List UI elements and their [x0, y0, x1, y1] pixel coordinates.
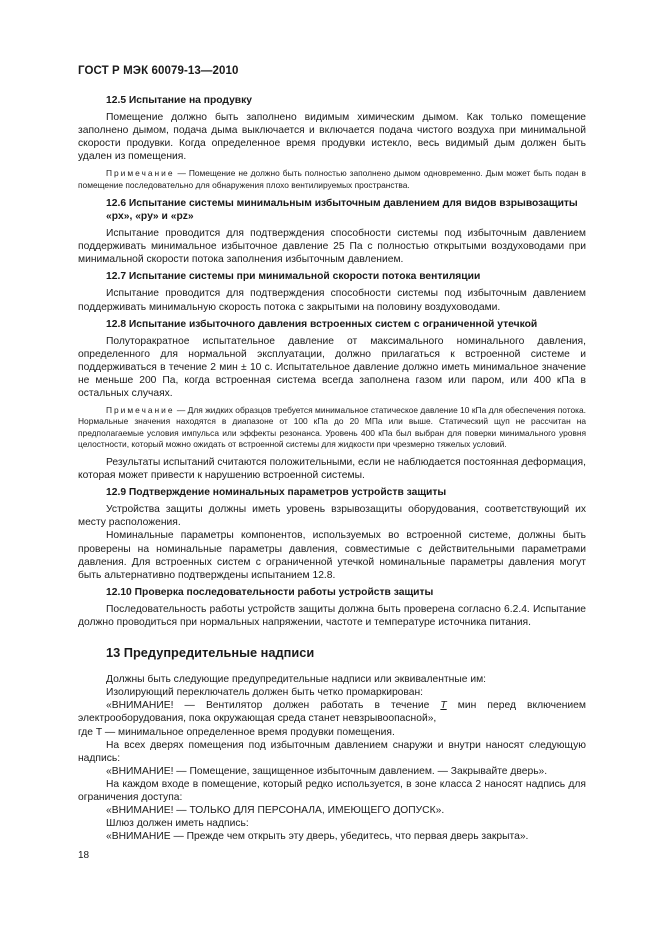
doors-marking: На всех дверях помещения под избыточным давлением снаружи и внутри наносят следующую надпись:	[78, 739, 586, 764]
paragraph-12-9-b: Номинальные параметры компонентов, используемых во встроенной системе, должны быть проверены на номинальные параметры давления, совместимые с действительными параметрами давления. Для встроенных систем с ограниченной утечкой номинальные параметры давления могут быть альтернативно подтверждены испытанием 12.8.	[78, 530, 586, 581]
warning-access: «ВНИМАНИЕ! — ТОЛЬКО ДЛЯ ПЕРСОНАЛА, ИМЕЮЩЕГО ДОПУСК».	[106, 805, 445, 817]
note-text: — Для жидких образцов требуется минимальное статическое давление 10 кПа для обеспечения потока. Нормальные значения находятся в диапазоне от 100 кПа до 20 МПа или выше. Статический щуп не рассчитан на предполагаемые условия импульса или эффекты резонанса. Уровень 400 кПа был выбран для поверки минимального уровня целостности, который можно ожидать от встроенной системы для жидкости при чрезмерно тяжелых условий.	[78, 405, 586, 449]
airlock-marking: Шлюз должен иметь надпись:	[106, 818, 249, 830]
warning-fan	[78, 699, 586, 725]
warning-fan-t: T	[440, 700, 447, 712]
note-label: Примечание	[106, 168, 175, 179]
note-12-5	[78, 168, 586, 190]
heading-12-9: 12.9 Подтверждение номинальных параметров устройств защиты	[106, 487, 447, 499]
note-12-8	[78, 405, 586, 450]
standard-header: ГОСТ Р МЭК 60079-13—2010	[78, 65, 239, 77]
paragraph-12-10: Последовательность работы устройств защиты должна быть проверена согласно 6.2.4. Испытание должно проводиться при нормальных напряжении, частоте и температуре источника питания.	[78, 603, 586, 629]
heading-12-10: 12.10 Проверка последовательности работы устройств защиты	[106, 586, 434, 598]
entry-marking: На каждом входе в помещение, который редко используется, в зоне класса 2 наносят надпись для ограничения доступа:	[78, 778, 586, 803]
paragraph-12-8-result: Результаты испытаний считаются положительными, если не наблюдается постоянная деформация, которая может привести к нарушению встроенной системы.	[78, 457, 586, 482]
page-number: 18	[78, 850, 90, 861]
switch-marking: Изолирующий переключатель должен быть четко промаркирован:	[106, 687, 424, 699]
heading-12-7: 12.7 Испытание системы при минимальной скорости потока вентиляции	[106, 271, 481, 283]
heading-12-5: 12.5 Испытание на продувку	[106, 95, 253, 106]
t-definition: где T — минимальное определенное время продувки помещения.	[78, 726, 395, 738]
warning-airlock: «ВНИМАНИЕ — Прежде чем открыть эту дверь, убедитесь, что первая дверь закрыта».	[106, 831, 529, 843]
note-text: — Помещение не должно быть полностью заполнено дымом одновременно. Дым может быть подан в помещение последовательно для обнаружения плохо вентилируемых пространства.	[78, 168, 586, 190]
section-13-title: 13 Предупредительные надписи	[106, 645, 315, 661]
paragraph-12-6: Испытание проводится для подтверждения способности системы под избыточным давлением поддерживать минимальное избыточное давление 25 Па с полностью открытыми воздуховодами при минимальной скорости потока заполнения избыточным давлением.	[78, 228, 586, 266]
paragraph-12-8: Полуторакратное испытательное давление от максимального номинального давления, определенного для нормальной эксплуатации, должно прилагаться к встроенной системе и поддерживаться в течение 2 мин ± 10 с. Испытательное давление должно иметь минимальное значение не меньше 200 Па, когда встроенная система всегда заполнена газом или паром, или 400 кПа в остальных случаях.	[78, 335, 586, 400]
paragraph-12-9-a: Устройства защиты должны иметь уровень взрывозащиты оборудования, соответствующий их месту расположения.	[78, 504, 586, 529]
warning-fan-b: мин перед включением электрооборудования, пока окружающая среда станет невзрывоопасной»,	[78, 700, 586, 725]
heading-12-6: 12.6 Испытание системы минимальным избыточным давлением для видов взрывозащиты «px», «py» и «pz»	[106, 197, 578, 222]
heading-12-8: 12.8 Испытание избыточного давления встроенных систем с ограниченной утечкой	[106, 318, 538, 330]
note-label: Примечание	[106, 405, 175, 416]
paragraph-12-5: Помещение должно быть заполнено видимым химическим дымом. Как только помещение заполнено дымом, подача дыма выключается и включается подача чистого воздуха при минимальной скорости продувки. Когда определенное время продувки истекло, весь видимый дым должен быть удален из помещения.	[78, 112, 586, 163]
warning-doors: «ВНИМАНИЕ! — Помещение, защищенное избыточным давлением. — Закрывайте дверь».	[106, 765, 548, 777]
page-body	[78, 94, 586, 843]
warning-fan-a: «ВНИМАНИЕ! — Вентилятор должен работать в течение	[106, 700, 441, 712]
paragraph-12-7: Испытание проводится для подтверждения способности системы под избыточным давлением поддерживать минимальную скорость потока с закрытыми на половину воздуховодами.	[78, 288, 586, 313]
warning-intro: Должны быть следующие предупредительные надписи или эквивалентные им:	[106, 674, 487, 686]
